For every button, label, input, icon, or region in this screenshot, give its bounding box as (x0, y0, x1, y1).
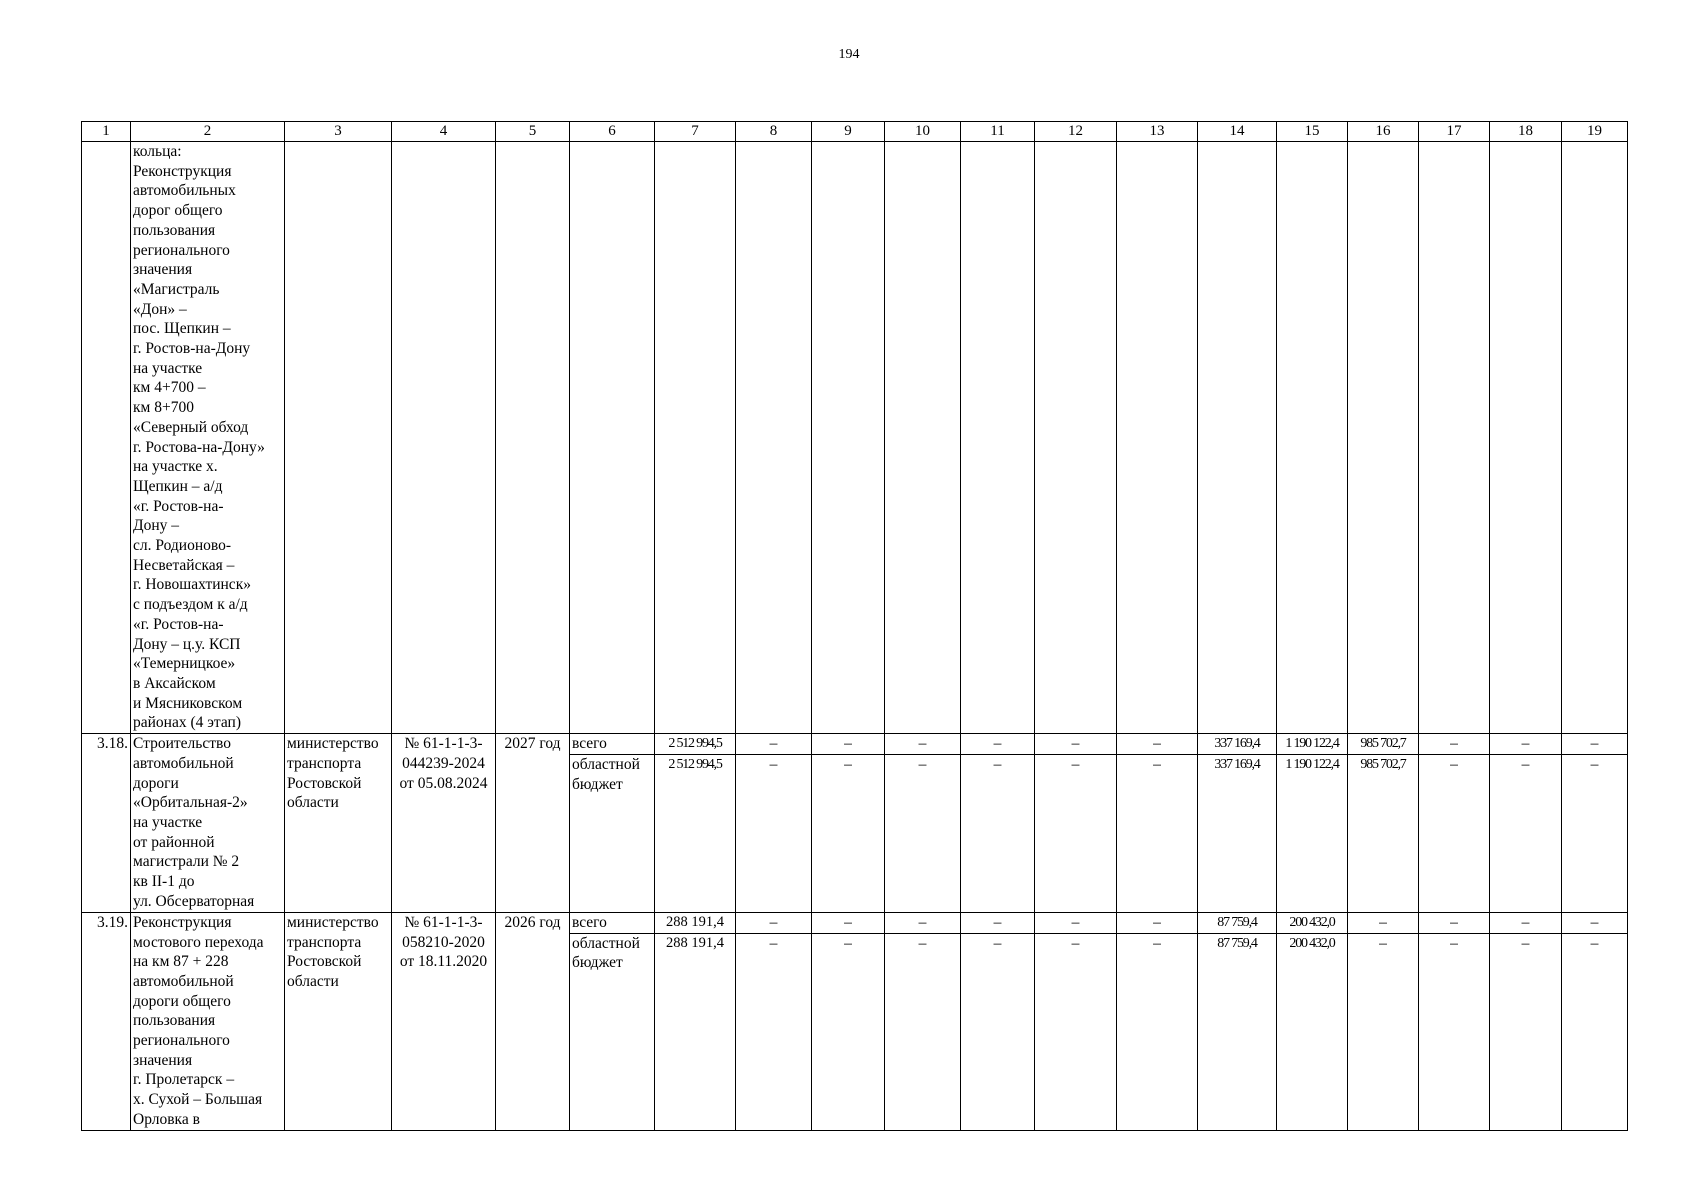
year-value-cell: – (885, 754, 961, 912)
organization-cell: министерство транспорта Ростовской области (285, 734, 392, 913)
year-value-cell: – (1419, 754, 1490, 912)
year-value-cell: 200 432,0 (1277, 933, 1348, 1130)
year-value-cell: – (1117, 734, 1198, 755)
empty-cell (392, 142, 496, 734)
column-header: 19 (1562, 122, 1628, 142)
empty-cell (1035, 142, 1117, 734)
column-header: 11 (961, 122, 1035, 142)
total-cell: 2 512 994,5 (655, 734, 736, 755)
empty-cell (1419, 142, 1490, 734)
column-header: 13 (1117, 122, 1198, 142)
object-name-cell: Строительство автомобильной дороги «Орбитальная-2» на участке от районной магистрали № 2 кв II-1 до ул. Обсерваторная (131, 734, 285, 913)
year-value-cell: – (1490, 754, 1562, 912)
funding-source-cell: областной бюджет (570, 933, 655, 1130)
funding-source-cell: областной бюджет (570, 754, 655, 912)
empty-cell (285, 142, 392, 734)
year-value-cell: – (1419, 912, 1490, 933)
year-value-cell: – (812, 912, 885, 933)
year-value-cell: – (885, 912, 961, 933)
empty-cell (1198, 142, 1277, 734)
empty-cell (1277, 142, 1348, 734)
column-header: 10 (885, 122, 961, 142)
funding-source-cell: всего (570, 734, 655, 755)
year-value-cell: – (1035, 933, 1117, 1130)
year-value-cell: – (1562, 912, 1628, 933)
organization-cell: министерство транспорта Ростовской области (285, 912, 392, 1130)
empty-cell (1117, 142, 1198, 734)
column-header: 17 (1419, 122, 1490, 142)
year-value-cell: – (961, 734, 1035, 755)
empty-cell (570, 142, 655, 734)
year-value-cell: – (1035, 734, 1117, 755)
year-value-cell: – (961, 754, 1035, 912)
document-cell: № 61-1-1-3- 044239-2024 от 05.08.2024 (392, 734, 496, 913)
year-value-cell: – (1419, 933, 1490, 1130)
empty-cell (1490, 142, 1562, 734)
page-number: 194 (838, 47, 860, 62)
column-header: 12 (1035, 122, 1117, 142)
column-header: 1 (82, 122, 131, 142)
year-value-cell: 87 759,4 (1198, 933, 1277, 1130)
table-row-continued (82, 142, 1628, 734)
year-value-cell: – (1562, 933, 1628, 1130)
object-name-cell: кольца: Реконструкция автомобильных дорог общего пользования регионального значения «Магистраль «Дон» – пос. Щепкин – г. Ростов-на-Дону на участке км 4+700 – км 8+700 «Северный обход г. Ростова-на-Дону» на участке х. Щепкин – а/д «г. Ростов-на- Дону – сл. Родионово- Несветайская – г. Новошахтинск» с подъездом к а/д «г. Ростов-на- Дону – ц.у. КСП «Темерницкое» в Аксайском и Мясниковском районах (4 этап) (131, 142, 285, 734)
row-number-cell: 3.18. (82, 734, 131, 913)
year-value-cell: – (1419, 734, 1490, 755)
row-number-cell: 3.19. (82, 912, 131, 1130)
budget-table (81, 121, 1628, 1131)
table-row (82, 734, 1628, 755)
document-cell: № 61-1-1-3- 058210-2020 от 18.11.2020 (392, 912, 496, 1130)
year-value-cell: – (1490, 933, 1562, 1130)
row-number-cell (82, 142, 131, 734)
empty-cell (1348, 142, 1419, 734)
table-row (82, 912, 1628, 933)
empty-cell (1562, 142, 1628, 734)
column-header: 3 (285, 122, 392, 142)
column-header: 5 (496, 122, 570, 142)
year-value-cell: – (812, 933, 885, 1130)
year-value-cell: 337 169,4 (1198, 734, 1277, 755)
year-value-cell: – (812, 754, 885, 912)
year-value-cell: – (736, 912, 812, 933)
year-value-cell: 1 190 122,4 (1277, 754, 1348, 912)
column-header: 9 (812, 122, 885, 142)
year-value-cell: – (812, 734, 885, 755)
column-header: 4 (392, 122, 496, 142)
column-header: 14 (1198, 122, 1277, 142)
column-header: 6 (570, 122, 655, 142)
empty-cell (496, 142, 570, 734)
year-value-cell: – (961, 912, 1035, 933)
funding-source-cell: всего (570, 912, 655, 933)
year-value-cell: – (736, 933, 812, 1130)
year-value-cell: – (1562, 754, 1628, 912)
year-value-cell: – (885, 933, 961, 1130)
column-number-row (82, 122, 1628, 142)
column-header: 7 (655, 122, 736, 142)
year-value-cell: – (961, 933, 1035, 1130)
empty-cell (655, 142, 736, 734)
year-value-cell: – (1348, 912, 1419, 933)
year-value-cell: – (1490, 912, 1562, 933)
column-header: 16 (1348, 122, 1419, 142)
year-value-cell: 337 169,4 (1198, 754, 1277, 912)
year-value-cell: – (1035, 912, 1117, 933)
total-cell: 288 191,4 (655, 933, 736, 1130)
year-value-cell: – (1490, 734, 1562, 755)
year-value-cell: – (1348, 933, 1419, 1130)
year-value-cell: – (1562, 734, 1628, 755)
column-header: 15 (1277, 122, 1348, 142)
year-value-cell: 200 432,0 (1277, 912, 1348, 933)
year-value-cell: – (1117, 933, 1198, 1130)
column-header: 18 (1490, 122, 1562, 142)
year-value-cell: – (1117, 912, 1198, 933)
total-cell: 288 191,4 (655, 912, 736, 933)
column-header: 8 (736, 122, 812, 142)
empty-cell (961, 142, 1035, 734)
column-header: 2 (131, 122, 285, 142)
year-value-cell: – (736, 754, 812, 912)
year-value-cell: – (1117, 754, 1198, 912)
year-value-cell: 985 702,7 (1348, 734, 1419, 755)
year-value-cell: 1 190 122,4 (1277, 734, 1348, 755)
total-cell: 2 512 994,5 (655, 754, 736, 912)
year-cell: 2027 год (496, 734, 570, 913)
object-name-cell: Реконструкция мостового перехода на км 87 + 228 автомобильной дороги общего пользования регионального значения г. Пролетарск – х. Сухой – Большая Орловка в (131, 912, 285, 1130)
year-value-cell: 87 759,4 (1198, 912, 1277, 933)
year-value-cell: – (1035, 754, 1117, 912)
year-value-cell: – (885, 734, 961, 755)
year-value-cell: 985 702,7 (1348, 754, 1419, 912)
year-cell: 2026 год (496, 912, 570, 1130)
empty-cell (885, 142, 961, 734)
empty-cell (812, 142, 885, 734)
year-value-cell: – (736, 734, 812, 755)
empty-cell (736, 142, 812, 734)
